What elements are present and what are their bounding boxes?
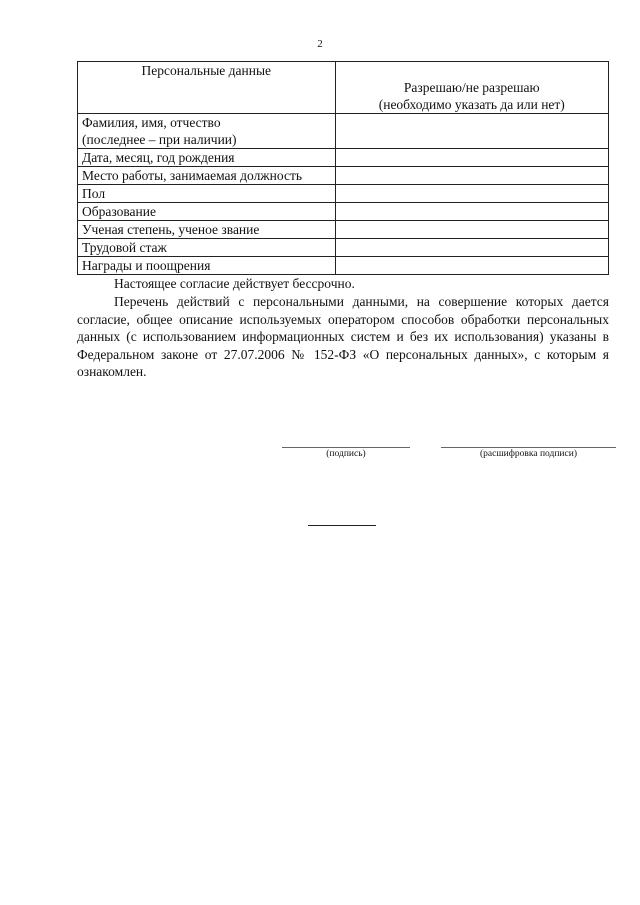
row-label-cell: Образование: [78, 203, 336, 221]
row-label-cell: Дата, месяц, год рождения: [78, 149, 336, 167]
row-permission-cell[interactable]: [335, 114, 608, 149]
row-label-cell: Фамилия, имя, отчество (последнее – при наличии): [78, 114, 336, 149]
row-label-cell: Ученая степень, ученое звание: [78, 221, 336, 239]
row-label-cell: Место работы, занимаемая должность: [78, 167, 336, 185]
row-permission-cell[interactable]: [335, 257, 608, 275]
row-label-cell: Трудовой стаж: [78, 239, 336, 257]
table-row: [78, 185, 609, 203]
table-body: [78, 114, 609, 275]
table-row: [78, 167, 609, 185]
end-of-document-line: [308, 525, 376, 526]
signature-caption: (подпись): [326, 449, 366, 459]
header-personal-data: [78, 62, 336, 114]
actions-paragraph: Перечень действий с персональными данными, на совершение которых дается согласие, общее описание используемых оператором способов обработки персональных данных (с использованием информационных систем и без их использования) указаны в Федеральном законе от 27.07.2006 № 152-ФЗ «О персональных данных», с которым я ознакомлен.: [77, 294, 609, 379]
personal-data-table: [77, 61, 609, 275]
row-permission-cell[interactable]: [335, 185, 608, 203]
table-row: [78, 203, 609, 221]
table-row: [78, 114, 609, 149]
signature-decode-caption: (расшифровка подписи): [480, 449, 577, 459]
table-row: [78, 257, 609, 275]
table-row: [78, 239, 609, 257]
row-permission-cell[interactable]: [335, 149, 608, 167]
row-label-cell: Награды и поощрения: [78, 257, 336, 275]
signature-line[interactable]: [282, 447, 410, 448]
signature-decode-line[interactable]: [441, 447, 616, 448]
header-permission-text: Разрешаю/не разрешаю (необходимо указать да или нет): [378, 80, 565, 112]
validity-paragraph: Настоящее согласие действует бессрочно.: [114, 276, 355, 291]
header-permission: [335, 62, 608, 114]
table-row: [78, 149, 609, 167]
table-header-row: [78, 62, 609, 114]
row-permission-cell[interactable]: [335, 167, 608, 185]
row-permission-cell[interactable]: [335, 239, 608, 257]
row-permission-cell[interactable]: [335, 203, 608, 221]
row-permission-cell[interactable]: [335, 221, 608, 239]
table-row: [78, 221, 609, 239]
page-number: 2: [317, 38, 323, 50]
header-personal-data-text: Персональные данные: [141, 63, 272, 78]
row-label-cell: Пол: [78, 185, 336, 203]
